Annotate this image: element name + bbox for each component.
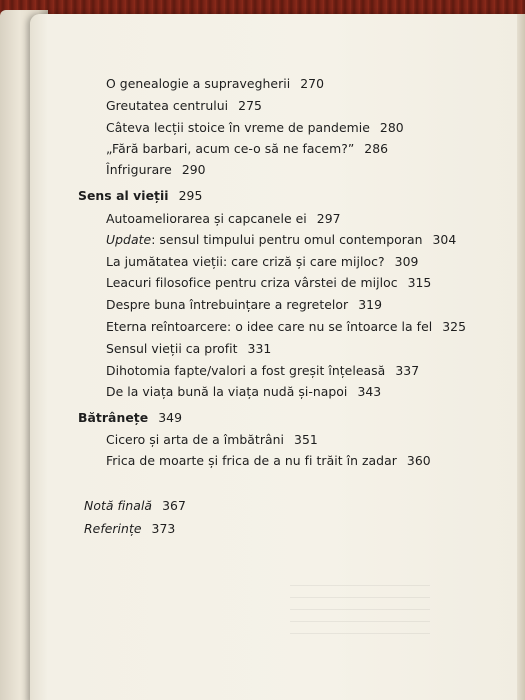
toc-entry: [106, 211, 341, 226]
toc-entry: [106, 120, 404, 135]
toc-end-entry: [84, 498, 186, 513]
toc-entry: [106, 76, 324, 91]
toc-entry-title: Eterna reîntoarcere: o idee care nu se întoarce la fel: [106, 319, 433, 334]
toc-end-entry: [84, 521, 175, 536]
toc-entry-title: Sensul vieții ca profit: [106, 341, 238, 356]
toc-entry-page: 290: [181, 162, 206, 177]
toc-entry-page: 319: [358, 297, 383, 312]
toc-entry-title: Dihotomia fapte/valori a fost greșit înțeleasă: [106, 363, 386, 378]
toc-entry: [106, 363, 419, 378]
toc-entry: [106, 432, 318, 447]
toc-entry-page: 280: [379, 120, 404, 135]
toc-entry-title: Autoameliorarea și capcanele ei: [106, 211, 307, 226]
toc-entry-title: Frica de moarte și frica de a nu fi trăit în zadar: [106, 453, 397, 468]
toc-entry-title: Câteva lecții stoice în vreme de pandemie: [106, 120, 370, 135]
toc-entry-title: Înfrigurare: [106, 162, 172, 177]
toc-entry-title: : sensul timpului pentru omul contemporan: [151, 232, 423, 247]
toc-entry-page: 351: [294, 432, 318, 447]
toc-entry-page: 275: [238, 98, 262, 113]
toc-end-title: Notă finală: [84, 498, 153, 513]
toc-entry: [106, 341, 271, 356]
toc-section-page: 295: [178, 188, 203, 203]
toc-entry-title-italic: Update: [106, 232, 152, 247]
toc-entry-page: 337: [395, 363, 420, 378]
toc-section-heading: [78, 188, 202, 203]
toc-entry-title: De la viața bună la viața nudă și-napoi: [106, 384, 348, 399]
toc-section-page: 349: [158, 410, 183, 425]
toc-entry-page: 309: [394, 254, 419, 269]
toc-entry: [106, 297, 382, 312]
toc-entry-page: 331: [247, 341, 272, 356]
toc-end-page: 367: [162, 498, 186, 513]
toc-section-heading: [78, 410, 182, 425]
toc-entry: [106, 162, 206, 177]
toc-entry: [106, 453, 431, 468]
toc-section-title: Sens al vieții: [78, 188, 169, 203]
toc-entry-page: 304: [432, 232, 457, 247]
toc-entry-page: 343: [357, 384, 382, 399]
toc-entry-page: 360: [406, 453, 431, 468]
toc-entry: [106, 275, 431, 290]
toc-entry-title: Leacuri filosofice pentru criza vârstei de mijloc: [106, 275, 398, 290]
toc-entry-title: O genealogie a supravegherii: [106, 76, 291, 91]
toc-entry: [106, 141, 388, 156]
toc-entry: [106, 98, 262, 113]
toc-entry: [106, 232, 456, 247]
toc-entry-page: 286: [364, 141, 389, 156]
toc-entry-page: 315: [407, 275, 432, 290]
toc-section-title: Bătrânețe: [78, 410, 149, 425]
toc-end-title: Referințe: [84, 521, 142, 536]
book-page: [30, 14, 520, 700]
toc-entry-page: 297: [316, 211, 341, 226]
toc-entry-page: 270: [300, 76, 325, 91]
toc-entry-title: La jumătatea vieții: care criză și care mijloc?: [106, 254, 385, 269]
page-stack-edge: [517, 14, 525, 700]
toc-end-page: 373: [151, 521, 176, 536]
toc-entry-title: „Fără barbari, acum ce-o să ne facem?”: [106, 141, 355, 156]
toc-entry-title: Greutatea centrului: [106, 98, 229, 113]
toc-entry-page: 325: [442, 319, 467, 334]
toc-entry: [106, 384, 381, 399]
show-through-text: [290, 574, 430, 634]
toc-entry: [106, 319, 466, 334]
toc-entry: [106, 254, 418, 269]
toc-entry-title: Despre buna întrebuințare a regretelor: [106, 297, 349, 312]
toc-entry-title: Cicero și arta de a îmbătrâni: [106, 432, 285, 447]
